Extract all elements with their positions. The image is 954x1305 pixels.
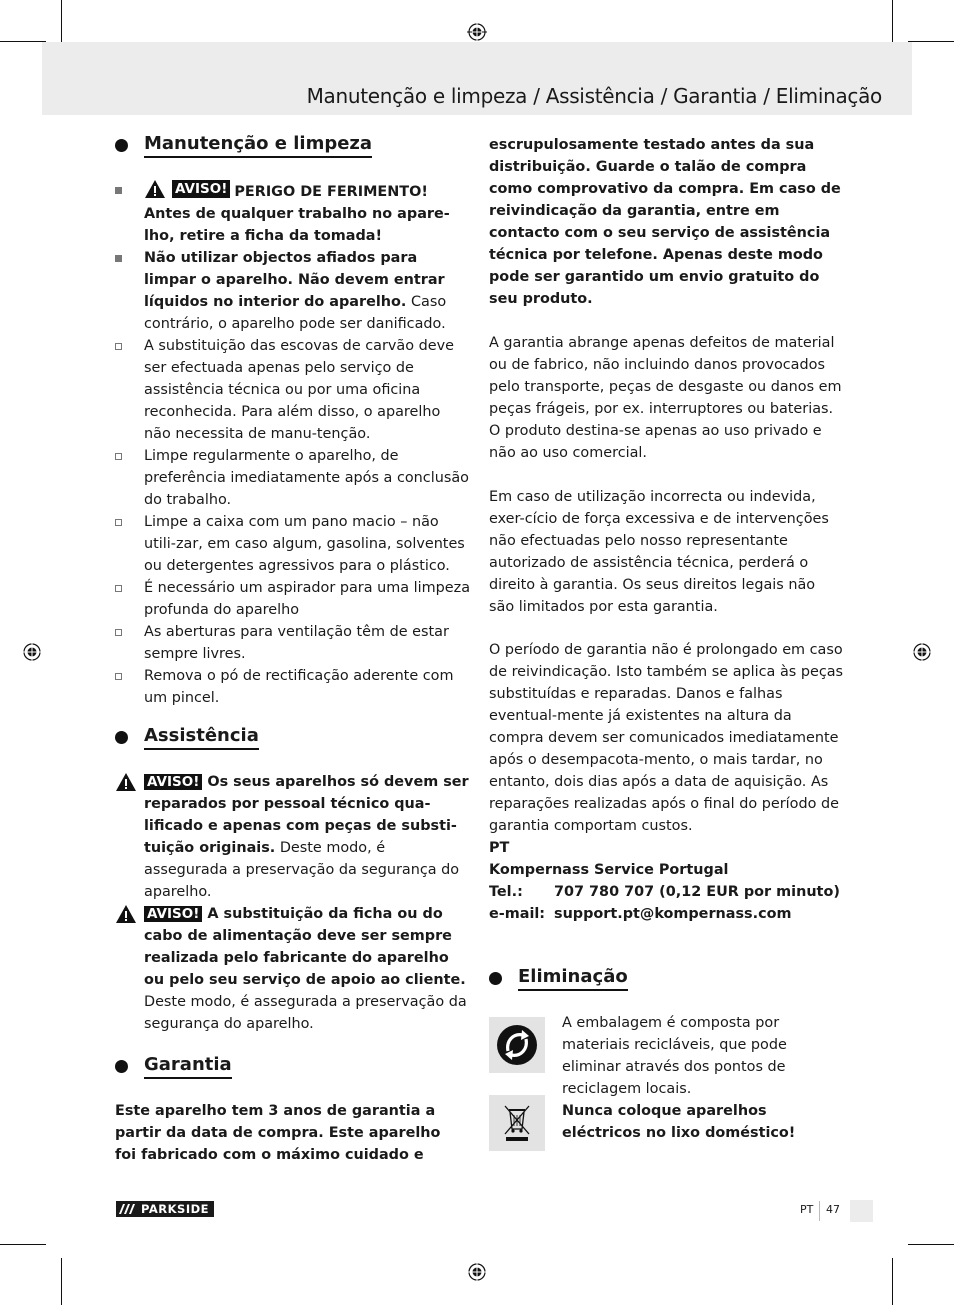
list-item: É necessário um aspirador para uma limpeza profunda do aparelho xyxy=(115,577,470,621)
weee-bin-icon xyxy=(489,1095,545,1151)
warning-badge xyxy=(115,904,143,931)
bullet-dot-icon xyxy=(115,731,128,744)
warning-triangle-icon xyxy=(115,772,137,792)
checkbox-bullet-icon xyxy=(115,585,122,592)
warning-triangle-icon xyxy=(144,179,166,199)
checkbox-bullet-icon xyxy=(115,343,122,350)
garantia-intro-left: Este aparelho tem 3 anos de garantia a partir da data de compra. Este aparelho foi fabricado com o máximo cuidado e xyxy=(115,1103,441,1163)
assistencia-warnings xyxy=(115,771,470,1035)
contact-email: e-mail: support.pt@kompernass.com xyxy=(489,906,792,922)
warning-item: AVISO! Os seus aparelhos só devem ser reparados por pessoal técnico qua-lificado e apenas com peças de substi-tuição originais. Deste modo, é assegurada a preservação da segurança do aparelho. xyxy=(115,771,470,903)
bullet-dot-icon xyxy=(489,972,502,985)
list-item: AVISO! PERIGO DE FERIMENTO! Antes de qualquer trabalho no apare-lho, retire a ficha da tomada! xyxy=(115,179,470,247)
crop-mark xyxy=(908,41,954,42)
square-bullet-icon xyxy=(115,187,122,194)
recycling-symbol-icon xyxy=(489,1017,545,1073)
registration-mark-icon xyxy=(22,642,42,662)
list-item: Limpe a caixa com um pano macio – não utili-zar, em caso algum, gasolina, solventes ou detergentes agressivos para o plástico. xyxy=(115,511,470,577)
contact-company: Kompernass Service Portugal xyxy=(489,862,729,878)
section-heading-assistencia: Assistência xyxy=(115,725,259,750)
recycling-text: A embalagem é composta por materiais recicláveis, que pode eliminar através dos pontos de reciclagem locais. xyxy=(562,1015,787,1097)
registration-mark-icon xyxy=(467,1262,487,1282)
logo-stripes-icon xyxy=(116,1201,138,1217)
checkbox-bullet-icon xyxy=(115,673,122,680)
garantia-paragraph: O período de garantia não é prolongado em caso de reivindicação. Isto também se aplica às peças substituídas e reparadas. Danos e falhas eventual-mente já existentes na altura da compra devem ser comunicados imediatamente após o desempacota-mento, o mais tardar, no entanto, dois dias após a data de aquisição. As reparações realizadas após o final do período de garantia comportam custos. xyxy=(489,642,844,834)
checkbox-bullet-icon xyxy=(115,629,122,636)
garantia-paragraph: Em caso de utilização incorrecta ou indevida, exer-cício de força excessiva e de intervenções não efectuadas pelo nosso representante autorizado de assistência técnica, perderá o direito à garantia. Os seus direitos legais não são limitados por esta garantia. xyxy=(489,489,829,615)
crop-mark xyxy=(0,41,46,42)
list-item: Não utilizar objectos afiados para limpar o aparelho. Não devem entrar líquidos no interior do aparelho. Caso contrário, o aparelho pode ser danificado. xyxy=(115,247,470,335)
bullet-dot-icon xyxy=(115,139,128,152)
bullet-dot-icon xyxy=(115,1060,128,1073)
section-heading-garantia: Garantia xyxy=(115,1054,232,1079)
warning-triangle-icon xyxy=(115,904,137,924)
manutencao-list xyxy=(115,179,470,709)
crop-mark xyxy=(61,0,62,46)
registration-mark-icon xyxy=(912,642,932,662)
warning-item: AVISO! A substituição da ficha ou do cabo de alimentação deve ser sempre realizada pelo fabricante do aparelho ou pelo seu serviço de apoio ao cliente. Deste modo, é assegurada a preservação da segurança do aparelho. xyxy=(115,903,470,1035)
page-title: Manutenção e limpeza / Assistência / Garantia / Eliminação xyxy=(306,84,882,108)
crop-mark xyxy=(892,1258,893,1305)
list-item: Limpe regularmente o aparelho, de preferência imediatamente após a conclusão do trabalho. xyxy=(115,445,470,511)
crop-mark xyxy=(908,1244,954,1245)
footer-divider xyxy=(819,1201,820,1221)
service-contact xyxy=(489,837,849,925)
crop-mark xyxy=(0,1244,46,1245)
list-item: As aberturas para ventilação têm de estar sempre livres. xyxy=(115,621,470,665)
list-item: Remova o pó de rectificação aderente com um pincel. xyxy=(115,665,470,709)
page-tab-marker xyxy=(850,1200,873,1222)
garantia-intro-right: escrupulosamente testado antes da sua distribuição. Guarde o talão de compra como comprovativo da compra. Em caso de reivindicação da garantia, entre em contacto com o seu serviço de assistência técnica por telefone. Apenas deste modo pode ser garantido um envio gratuito do seu produto. xyxy=(489,137,841,307)
crop-mark xyxy=(61,1258,62,1305)
section-heading-eliminacao: Eliminação xyxy=(489,966,628,991)
list-item: A substituição das escovas de carvão deve ser efectuada apenas pelo serviço de assistência técnica ou por uma oficina reconhecida. Para além disso, o aparelho não necessita de manu-tenção. xyxy=(115,335,470,445)
registration-mark-icon xyxy=(467,22,487,42)
contact-country: PT xyxy=(489,840,510,856)
parkside-logo: PARKSIDE xyxy=(116,1201,214,1217)
checkbox-bullet-icon xyxy=(115,519,122,526)
checkbox-bullet-icon xyxy=(115,453,122,460)
page-number: 47 xyxy=(826,1203,840,1216)
warning-badge: AVISO! xyxy=(144,179,230,199)
square-bullet-icon xyxy=(115,255,122,262)
contact-phone: Tel.: 707 780 707 (0,12 EUR por minuto) xyxy=(489,884,840,900)
weee-text: Nunca coloque aparelhos eléctricos no lixo doméstico! xyxy=(562,1103,796,1141)
language-code: PT xyxy=(800,1203,814,1216)
section-heading-manutencao: Manutenção e limpeza xyxy=(115,133,372,158)
garantia-paragraph: A garantia abrange apenas defeitos de material ou de fabrico, não incluindo danos provocados pelo transporte, peças de desgaste ou danos em peças frágeis, por ex. interruptores ou baterias. O produto destina-se apenas ao uso privado e não ao uso comercial. xyxy=(489,335,842,461)
crop-mark xyxy=(892,0,893,46)
warning-badge xyxy=(115,772,143,799)
